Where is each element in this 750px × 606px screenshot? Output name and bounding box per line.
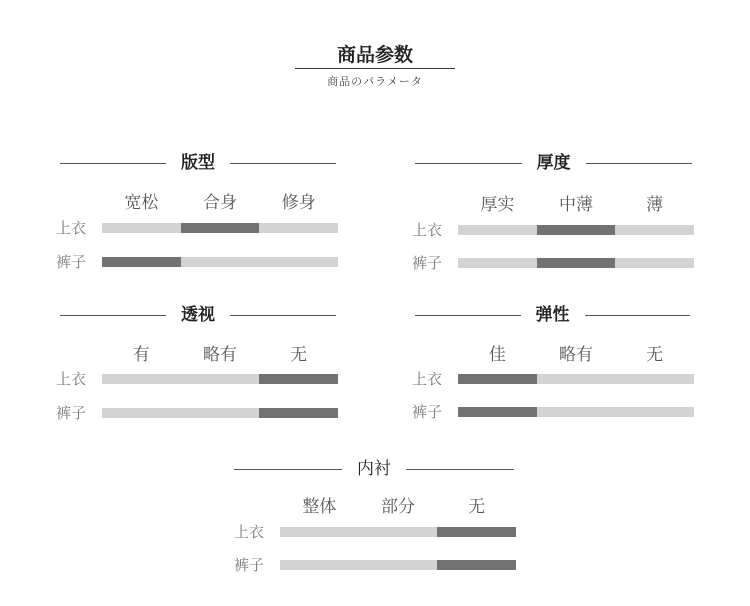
- section-title: 厚度: [536, 153, 571, 173]
- column-label: 有: [132, 345, 150, 365]
- row-label: 裤子: [234, 556, 265, 574]
- section-divider-left: [415, 163, 522, 164]
- column-label: 无: [468, 497, 486, 517]
- section-divider-right: [230, 315, 336, 316]
- level-bar-track: [102, 408, 338, 418]
- level-bar-fill: [537, 225, 616, 235]
- row-label: 裤子: [412, 403, 443, 421]
- section-divider-left: [60, 315, 166, 316]
- section-title: 内衬: [357, 459, 391, 479]
- title-underline: [295, 68, 455, 69]
- level-bar-fill: [181, 223, 260, 233]
- level-bar-fill: [437, 560, 516, 570]
- section-divider-right: [406, 469, 514, 470]
- level-bar-track: [280, 527, 516, 537]
- level-bar-track: [280, 560, 516, 570]
- column-label: 部分: [381, 497, 415, 517]
- column-label: 无: [290, 345, 308, 365]
- column-label: 修身: [281, 193, 316, 213]
- row-label: 裤子: [56, 404, 87, 422]
- column-label: 中薄: [559, 195, 593, 215]
- level-bar-track: [102, 374, 338, 384]
- column-label: 厚实: [480, 195, 515, 215]
- level-bar-fill: [437, 527, 516, 537]
- level-bar-track: [458, 258, 694, 268]
- section-divider-left: [415, 315, 521, 316]
- level-bar-fill: [458, 407, 537, 417]
- level-bar-fill: [259, 408, 338, 418]
- level-bar-fill: [259, 374, 338, 384]
- level-bar-fill: [102, 257, 181, 267]
- column-label: 宽松: [124, 193, 159, 213]
- level-bar-track: [458, 374, 694, 384]
- section-title: 透视: [181, 305, 215, 325]
- section-divider-right: [586, 163, 693, 164]
- section-title: 版型: [181, 153, 215, 173]
- column-label: 略有: [559, 345, 593, 365]
- column-label: 整体: [302, 497, 337, 517]
- level-bar-fill: [537, 258, 616, 268]
- section-title: 弹性: [535, 305, 570, 325]
- column-label: 薄: [646, 195, 664, 215]
- row-label: 上衣: [412, 221, 443, 239]
- row-label: 裤子: [412, 254, 443, 272]
- level-bar-track: [458, 407, 694, 417]
- section-divider-right: [230, 163, 336, 164]
- level-bar-track: [458, 225, 694, 235]
- level-bar-track: [102, 223, 338, 233]
- section-divider-right: [585, 315, 691, 316]
- page-title: 商品参数: [336, 44, 413, 66]
- row-label: 上衣: [56, 219, 87, 237]
- row-label: 裤子: [56, 253, 87, 271]
- column-label: 合身: [203, 193, 237, 213]
- column-label: 无: [646, 345, 664, 365]
- level-bar-fill: [458, 374, 537, 384]
- level-bar-track: [102, 257, 338, 267]
- row-label: 上衣: [56, 370, 87, 388]
- section-divider-left: [60, 163, 166, 164]
- row-label: 上衣: [412, 370, 443, 388]
- section-divider-left: [234, 469, 342, 470]
- row-label: 上衣: [234, 523, 265, 541]
- page-subtitle: 商品のパラメータ: [327, 75, 423, 88]
- column-label: 佳: [488, 345, 506, 365]
- column-label: 略有: [203, 345, 237, 365]
